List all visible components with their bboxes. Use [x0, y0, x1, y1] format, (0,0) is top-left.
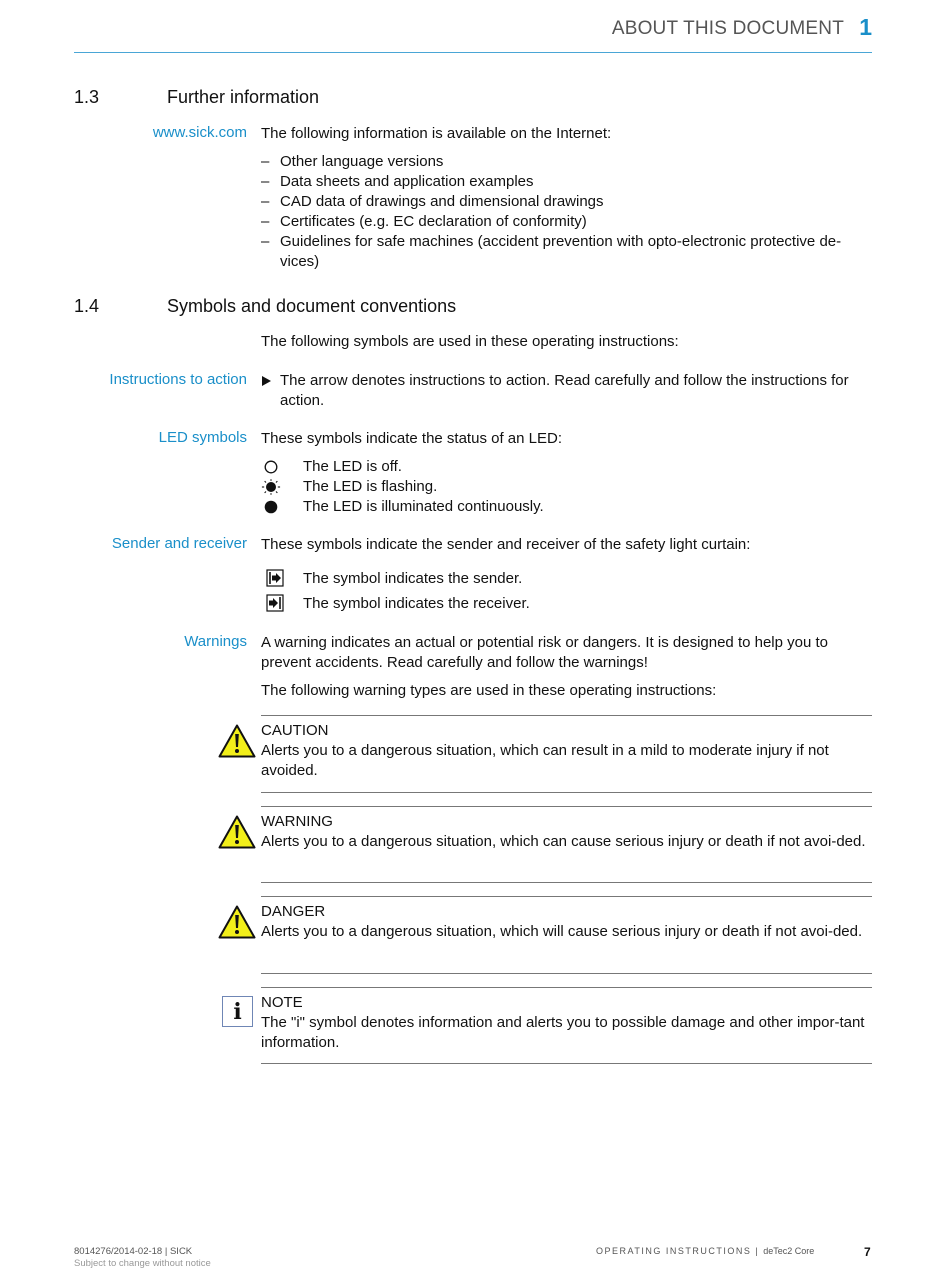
- warning-types-intro: The following warning types are used in these operating instructions:: [261, 682, 717, 699]
- instructions-label: Instructions to action: [109, 371, 247, 388]
- page-number: 7: [864, 1245, 871, 1259]
- led-on-text: The LED is illuminated continuously.: [303, 498, 544, 515]
- warnings-label: Warnings: [184, 633, 247, 650]
- box-divider: [261, 896, 872, 897]
- caution-text: Alerts you to a dangerous situation, which can result in a mild to moderate injury if not avoided.: [261, 742, 829, 779]
- receiver-icon: [265, 593, 285, 613]
- instructions-text: The arrow denotes instructions to action. Read carefully and follow the instructions for action.: [280, 372, 849, 409]
- header-title: ABOUT THIS DOCUMENT: [611, 18, 844, 39]
- led-on-icon: [261, 497, 281, 517]
- section-title: Symbols and document conventions: [167, 296, 457, 316]
- box-divider: [261, 1063, 872, 1064]
- footer-left: [74, 1246, 211, 1270]
- list-item: – CAD data of drawings and dimensional drawings: [261, 192, 873, 212]
- warning-text: Alerts you to a dangerous situation, which can cause serious injury or death if not avoi-ded.: [261, 833, 866, 850]
- sender-text: The symbol indicates the sender.: [303, 570, 523, 587]
- note-box: [261, 993, 872, 1053]
- footer-doc-type: [596, 1246, 814, 1256]
- led-flashing-icon: [261, 477, 281, 497]
- sender-receiver-intro: These symbols indicate the sender and receiver of the safety light curtain:: [261, 536, 751, 553]
- section-number: 1.4: [74, 296, 100, 316]
- sender-icon: [265, 568, 285, 588]
- box-divider: [261, 987, 872, 988]
- website-link[interactable]: www.sick.com: [152, 124, 247, 141]
- danger-title: DANGER: [261, 903, 326, 920]
- sender-receiver-label: Sender and receiver: [111, 535, 247, 552]
- footer-product: deTec2 Core: [763, 1246, 815, 1256]
- warning-triangle-icon: [218, 905, 256, 939]
- list-item: – Other language versions: [261, 152, 873, 172]
- symbols-intro: The following symbols are used in these operating instructions:: [261, 333, 679, 350]
- caution-box: [261, 721, 872, 781]
- warning-title: WARNING: [261, 813, 333, 830]
- led-off-row: [261, 457, 861, 477]
- danger-box: [261, 902, 872, 942]
- led-flashing-text: The LED is flashing.: [303, 478, 438, 495]
- arrow-icon: [262, 376, 271, 386]
- led-intro: These symbols indicate the status of an LED:: [261, 430, 562, 447]
- list-item: – Certificates (e.g. EC declaration of conformity): [261, 212, 873, 232]
- warning-triangle-icon: [218, 815, 256, 849]
- footer-notice: Subject to change without notice: [74, 1258, 211, 1269]
- chapter-number: 1: [859, 14, 872, 40]
- warning-triangle-icon: [218, 724, 256, 758]
- receiver-text: The symbol indicates the receiver.: [303, 595, 530, 612]
- warnings-intro: A warning indicates an actual or potential risk or dangers. It is designed to help you to prevent accidents. Read carefully and follow the warnings!: [261, 634, 829, 671]
- receiver-row: [261, 594, 861, 614]
- danger-text: Alerts you to a dangerous situation, which will cause serious injury or death if not avoi-ded.: [261, 923, 863, 940]
- footer-doc-type-text: OPERATING INSTRUCTIONS |: [596, 1246, 764, 1256]
- box-divider: [261, 715, 872, 716]
- further-info-intro: The following information is available on the Internet:: [261, 125, 612, 142]
- list-item: – Data sheets and application examples: [261, 172, 873, 192]
- led-label: LED symbols: [158, 429, 247, 446]
- header-divider: [74, 52, 872, 53]
- caution-title: CAUTION: [261, 722, 329, 739]
- led-off-icon: [261, 457, 281, 477]
- footer-doc-id: 8014276/2014-02-18 | SICK: [74, 1246, 193, 1257]
- info-icon: i: [222, 996, 253, 1027]
- box-divider: [261, 806, 872, 807]
- warning-box: [261, 812, 872, 852]
- section-number: 1.3: [74, 87, 100, 107]
- box-divider: [261, 792, 872, 793]
- section-title: Further information: [167, 87, 320, 107]
- led-flashing-row: [261, 477, 861, 497]
- note-text: The "i" symbol denotes information and alerts you to possible damage and other impor-tant information.: [261, 1014, 865, 1051]
- box-divider: [261, 973, 872, 974]
- list-item: – Guidelines for safe machines (accident prevention with opto-electronic protective de-vices): [261, 232, 873, 272]
- further-info-list: [261, 152, 873, 272]
- box-divider: [261, 882, 872, 883]
- note-title: NOTE: [261, 994, 303, 1011]
- sender-row: [261, 569, 861, 589]
- led-off-text: The LED is off.: [303, 458, 402, 475]
- led-on-row: [261, 497, 861, 517]
